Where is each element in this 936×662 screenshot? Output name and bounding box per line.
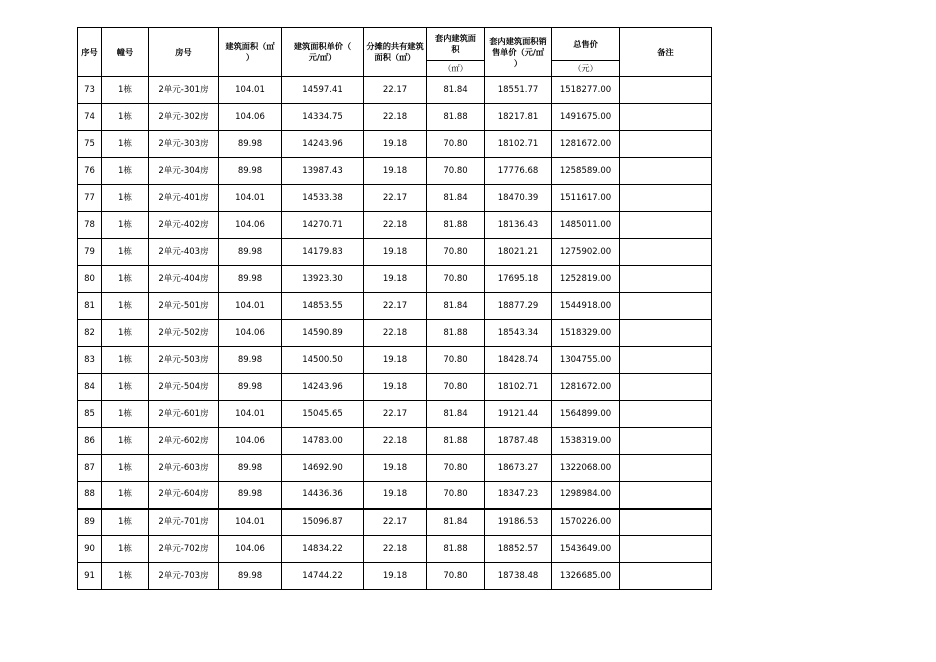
table-row <box>78 320 712 347</box>
cell-room[interactable]: 2单元-602房 <box>149 428 219 455</box>
cell-inner-price[interactable]: 18738.48 <box>485 563 552 590</box>
cell-remark[interactable] <box>620 401 712 428</box>
cell-unit-price[interactable]: 15045.65 <box>282 401 364 428</box>
cell-room[interactable]: 2单元-601房 <box>149 401 219 428</box>
cell-room[interactable]: 2单元-303房 <box>149 131 219 158</box>
cell-unit-price[interactable]: 14179.83 <box>282 239 364 266</box>
cell-shared[interactable]: 22.17 <box>364 185 427 212</box>
cell-inner[interactable]: 81.84 <box>427 401 485 428</box>
cell-inner[interactable]: 81.88 <box>427 320 485 347</box>
cell-inner[interactable]: 81.88 <box>427 104 485 131</box>
cell-remark[interactable] <box>620 563 712 590</box>
cell-building[interactable]: 1栋 <box>102 239 149 266</box>
cell-inner-price[interactable]: 18673.27 <box>485 455 552 482</box>
cell-inner-price[interactable]: 18470.39 <box>485 185 552 212</box>
cell-area[interactable]: 104.01 <box>219 77 282 104</box>
cell-inner-price[interactable]: 18217.81 <box>485 104 552 131</box>
cell-area[interactable]: 104.01 <box>219 509 282 536</box>
header-inner-unit: （㎡） <box>427 61 485 77</box>
cell-shared[interactable]: 22.18 <box>364 536 427 563</box>
cell-building[interactable]: 1栋 <box>102 401 149 428</box>
cell-total[interactable]: 1564899.00 <box>552 401 620 428</box>
cell-inner[interactable]: 70.80 <box>427 239 485 266</box>
cell-inner[interactable]: 70.80 <box>427 374 485 401</box>
cell-area[interactable]: 104.01 <box>219 293 282 320</box>
cell-seq[interactable]: 80 <box>78 266 102 293</box>
cell-building[interactable]: 1栋 <box>102 536 149 563</box>
cell-room[interactable]: 2单元-502房 <box>149 320 219 347</box>
cell-inner[interactable]: 70.80 <box>427 266 485 293</box>
cell-shared[interactable]: 22.17 <box>364 401 427 428</box>
cell-shared[interactable]: 19.18 <box>364 374 427 401</box>
cell-area[interactable]: 89.98 <box>219 158 282 185</box>
cell-total[interactable]: 1281672.00 <box>552 131 620 158</box>
cell-inner[interactable]: 70.80 <box>427 158 485 185</box>
cell-remark[interactable] <box>620 185 712 212</box>
header-shared-area: 分摊的共有建筑 面积（㎡） <box>364 28 427 77</box>
cell-total[interactable]: 1275902.00 <box>552 239 620 266</box>
cell-inner[interactable]: 81.84 <box>427 77 485 104</box>
cell-remark[interactable] <box>620 293 712 320</box>
cell-room[interactable]: 2单元-403房 <box>149 239 219 266</box>
cell-inner-price[interactable]: 18543.34 <box>485 320 552 347</box>
cell-inner[interactable]: 70.80 <box>427 455 485 482</box>
cell-shared[interactable]: 19.18 <box>364 482 427 509</box>
cell-building[interactable]: 1栋 <box>102 374 149 401</box>
cell-shared[interactable]: 22.17 <box>364 293 427 320</box>
cell-unit-price[interactable]: 13923.30 <box>282 266 364 293</box>
cell-inner-price[interactable]: 17776.68 <box>485 158 552 185</box>
table-row <box>78 401 712 428</box>
cell-inner-price[interactable]: 18136.43 <box>485 212 552 239</box>
cell-shared[interactable]: 19.18 <box>364 347 427 374</box>
price-table <box>77 27 712 590</box>
cell-area[interactable]: 104.01 <box>219 401 282 428</box>
cell-room[interactable]: 2单元-402房 <box>149 212 219 239</box>
table-row <box>78 482 712 509</box>
cell-seq[interactable]: 88 <box>78 482 102 509</box>
cell-area[interactable]: 104.06 <box>219 320 282 347</box>
cell-room[interactable]: 2单元-504房 <box>149 374 219 401</box>
cell-unit-price[interactable]: 14834.22 <box>282 536 364 563</box>
cell-room[interactable]: 2单元-301房 <box>149 77 219 104</box>
header-area: 建筑面积（㎡ ） <box>219 28 282 77</box>
header-building: 幢号 <box>102 28 149 77</box>
cell-building[interactable]: 1栋 <box>102 131 149 158</box>
cell-inner[interactable]: 70.80 <box>427 347 485 374</box>
cell-inner[interactable]: 81.88 <box>427 212 485 239</box>
cell-area[interactable]: 104.01 <box>219 185 282 212</box>
cell-area[interactable]: 89.98 <box>219 131 282 158</box>
table-row <box>78 185 712 212</box>
cell-seq[interactable]: 89 <box>78 509 102 536</box>
cell-unit-price[interactable]: 14597.41 <box>282 77 364 104</box>
cell-seq[interactable]: 77 <box>78 185 102 212</box>
cell-area[interactable]: 89.98 <box>219 563 282 590</box>
cell-unit-price[interactable]: 14500.50 <box>282 347 364 374</box>
cell-remark[interactable] <box>620 131 712 158</box>
table-row <box>78 455 712 482</box>
cell-remark[interactable] <box>620 320 712 347</box>
cell-remark[interactable] <box>620 77 712 104</box>
cell-shared[interactable]: 19.18 <box>364 131 427 158</box>
table-row <box>78 536 712 563</box>
cell-seq[interactable]: 78 <box>78 212 102 239</box>
cell-unit-price[interactable]: 14270.71 <box>282 212 364 239</box>
table-row <box>78 239 712 266</box>
cell-inner-price[interactable]: 18852.57 <box>485 536 552 563</box>
cell-shared[interactable]: 22.18 <box>364 212 427 239</box>
table-row <box>78 374 712 401</box>
cell-shared[interactable]: 22.17 <box>364 77 427 104</box>
header-seq: 序号 <box>78 28 102 77</box>
cell-seq[interactable]: 90 <box>78 536 102 563</box>
cell-remark[interactable] <box>620 239 712 266</box>
cell-building[interactable]: 1栋 <box>102 185 149 212</box>
cell-total[interactable]: 1485011.00 <box>552 212 620 239</box>
cell-inner-price[interactable]: 19121.44 <box>485 401 552 428</box>
cell-inner[interactable]: 81.88 <box>427 428 485 455</box>
table-row <box>78 131 712 158</box>
table-row <box>78 563 712 590</box>
table-row <box>78 158 712 185</box>
cell-seq[interactable]: 91 <box>78 563 102 590</box>
cell-inner-price[interactable]: 19186.53 <box>485 509 552 536</box>
cell-remark[interactable] <box>620 455 712 482</box>
cell-remark[interactable] <box>620 104 712 131</box>
cell-remark[interactable] <box>620 428 712 455</box>
cell-total[interactable]: 1491675.00 <box>552 104 620 131</box>
cell-unit-price[interactable]: 13987.43 <box>282 158 364 185</box>
table-row <box>78 347 712 374</box>
cell-building[interactable]: 1栋 <box>102 428 149 455</box>
cell-inner[interactable]: 81.84 <box>427 509 485 536</box>
cell-unit-price[interactable]: 14692.90 <box>282 455 364 482</box>
cell-shared[interactable]: 19.18 <box>364 455 427 482</box>
cell-room[interactable]: 2单元-404房 <box>149 266 219 293</box>
cell-room[interactable]: 2单元-703房 <box>149 563 219 590</box>
cell-remark[interactable] <box>620 347 712 374</box>
cell-inner-price[interactable]: 18428.74 <box>485 347 552 374</box>
cell-room[interactable]: 2单元-401房 <box>149 185 219 212</box>
cell-room[interactable]: 2单元-603房 <box>149 455 219 482</box>
cell-area[interactable]: 104.06 <box>219 536 282 563</box>
cell-total[interactable]: 1570226.00 <box>552 509 620 536</box>
cell-shared[interactable]: 22.18 <box>364 428 427 455</box>
cell-remark[interactable] <box>620 374 712 401</box>
cell-building[interactable]: 1栋 <box>102 563 149 590</box>
cell-unit-price[interactable]: 14436.36 <box>282 482 364 509</box>
header-inner-area: 套内建筑面 积 <box>427 28 485 61</box>
cell-total[interactable]: 1518329.00 <box>552 320 620 347</box>
header-remark: 备注 <box>620 28 712 77</box>
cell-unit-price[interactable]: 14744.22 <box>282 563 364 590</box>
cell-inner[interactable]: 70.80 <box>427 482 485 509</box>
cell-inner-price[interactable]: 18347.23 <box>485 482 552 509</box>
header-total-unit: （元） <box>552 61 620 77</box>
cell-total[interactable]: 1281672.00 <box>552 374 620 401</box>
cell-total[interactable]: 1258589.00 <box>552 158 620 185</box>
cell-room[interactable]: 2单元-604房 <box>149 482 219 509</box>
table-row <box>78 77 712 104</box>
cell-unit-price[interactable]: 14590.89 <box>282 320 364 347</box>
cell-total[interactable]: 1322068.00 <box>552 455 620 482</box>
cell-inner-price[interactable]: 18551.77 <box>485 77 552 104</box>
cell-total[interactable]: 1543649.00 <box>552 536 620 563</box>
cell-unit-price[interactable]: 14334.75 <box>282 104 364 131</box>
cell-unit-price[interactable]: 14853.55 <box>282 293 364 320</box>
cell-area[interactable]: 89.98 <box>219 455 282 482</box>
cell-building[interactable]: 1栋 <box>102 158 149 185</box>
cell-area[interactable]: 89.98 <box>219 374 282 401</box>
cell-seq[interactable]: 85 <box>78 401 102 428</box>
cell-area[interactable]: 104.06 <box>219 212 282 239</box>
cell-building[interactable]: 1栋 <box>102 266 149 293</box>
table-row <box>78 266 712 293</box>
table-row <box>78 104 712 131</box>
cell-inner-price[interactable]: 18021.21 <box>485 239 552 266</box>
cell-total[interactable]: 1252819.00 <box>552 266 620 293</box>
cell-seq[interactable]: 76 <box>78 158 102 185</box>
cell-building[interactable]: 1栋 <box>102 347 149 374</box>
cell-unit-price[interactable]: 14533.38 <box>282 185 364 212</box>
header-total: 总售价 <box>552 28 620 61</box>
cell-remark[interactable] <box>620 158 712 185</box>
cell-building[interactable]: 1栋 <box>102 77 149 104</box>
cell-inner[interactable]: 81.84 <box>427 185 485 212</box>
cell-shared[interactable]: 22.17 <box>364 509 427 536</box>
cell-area[interactable]: 104.06 <box>219 428 282 455</box>
cell-unit-price[interactable]: 14783.00 <box>282 428 364 455</box>
cell-remark[interactable] <box>620 509 712 536</box>
cell-total[interactable]: 1538319.00 <box>552 428 620 455</box>
cell-remark[interactable] <box>620 482 712 509</box>
cell-seq[interactable]: 83 <box>78 347 102 374</box>
table-row <box>78 293 712 320</box>
cell-area[interactable]: 89.98 <box>219 239 282 266</box>
cell-shared[interactable]: 19.18 <box>364 266 427 293</box>
cell-room[interactable]: 2单元-304房 <box>149 158 219 185</box>
cell-inner-price[interactable]: 17695.18 <box>485 266 552 293</box>
cell-inner[interactable]: 81.88 <box>427 536 485 563</box>
cell-seq[interactable]: 81 <box>78 293 102 320</box>
cell-inner[interactable]: 70.80 <box>427 131 485 158</box>
cell-total[interactable]: 1544918.00 <box>552 293 620 320</box>
cell-total[interactable]: 1511617.00 <box>552 185 620 212</box>
cell-building[interactable]: 1栋 <box>102 455 149 482</box>
cell-seq[interactable]: 75 <box>78 131 102 158</box>
header-room: 房号 <box>149 28 219 77</box>
cell-unit-price[interactable]: 14243.96 <box>282 374 364 401</box>
cell-inner[interactable]: 81.84 <box>427 293 485 320</box>
cell-shared[interactable]: 19.18 <box>364 563 427 590</box>
cell-shared[interactable]: 22.18 <box>364 104 427 131</box>
cell-room[interactable]: 2单元-503房 <box>149 347 219 374</box>
cell-area[interactable]: 89.98 <box>219 482 282 509</box>
cell-seq[interactable]: 73 <box>78 77 102 104</box>
table-row <box>78 428 712 455</box>
cell-seq[interactable]: 86 <box>78 428 102 455</box>
cell-total[interactable]: 1326685.00 <box>552 563 620 590</box>
header-row <box>78 28 712 61</box>
cell-shared[interactable]: 22.18 <box>364 320 427 347</box>
cell-seq[interactable]: 84 <box>78 374 102 401</box>
cell-inner-price[interactable]: 18787.48 <box>485 428 552 455</box>
cell-building[interactable]: 1栋 <box>102 293 149 320</box>
cell-shared[interactable]: 19.18 <box>364 239 427 266</box>
cell-seq[interactable]: 87 <box>78 455 102 482</box>
cell-room[interactable]: 2单元-701房 <box>149 509 219 536</box>
cell-building[interactable]: 1栋 <box>102 104 149 131</box>
cell-building[interactable]: 1栋 <box>102 509 149 536</box>
cell-building[interactable]: 1栋 <box>102 212 149 239</box>
cell-shared[interactable]: 19.18 <box>364 158 427 185</box>
header-inner-price: 套内建筑面积销 售单价（元/㎡ ） <box>485 28 552 77</box>
cell-area[interactable]: 89.98 <box>219 347 282 374</box>
cell-seq[interactable]: 74 <box>78 104 102 131</box>
cell-room[interactable]: 2单元-302房 <box>149 104 219 131</box>
cell-inner-price[interactable]: 18102.71 <box>485 131 552 158</box>
cell-total[interactable]: 1304755.00 <box>552 347 620 374</box>
cell-building[interactable]: 1栋 <box>102 320 149 347</box>
cell-building[interactable]: 1栋 <box>102 482 149 509</box>
table-row <box>78 509 712 536</box>
cell-inner-price[interactable]: 18102.71 <box>485 374 552 401</box>
cell-inner-price[interactable]: 18877.29 <box>485 293 552 320</box>
cell-seq[interactable]: 82 <box>78 320 102 347</box>
cell-remark[interactable] <box>620 266 712 293</box>
cell-total[interactable]: 1518277.00 <box>552 77 620 104</box>
cell-unit-price[interactable]: 15096.87 <box>282 509 364 536</box>
cell-area[interactable]: 89.98 <box>219 266 282 293</box>
table-row <box>78 212 712 239</box>
cell-remark[interactable] <box>620 212 712 239</box>
cell-room[interactable]: 2单元-702房 <box>149 536 219 563</box>
cell-total[interactable]: 1298984.00 <box>552 482 620 509</box>
cell-seq[interactable]: 79 <box>78 239 102 266</box>
header-unit-price: 建筑面积单价（ 元/㎡） <box>282 28 364 77</box>
cell-unit-price[interactable]: 14243.96 <box>282 131 364 158</box>
cell-inner[interactable]: 70.80 <box>427 563 485 590</box>
cell-remark[interactable] <box>620 536 712 563</box>
cell-area[interactable]: 104.06 <box>219 104 282 131</box>
cell-room[interactable]: 2单元-501房 <box>149 293 219 320</box>
